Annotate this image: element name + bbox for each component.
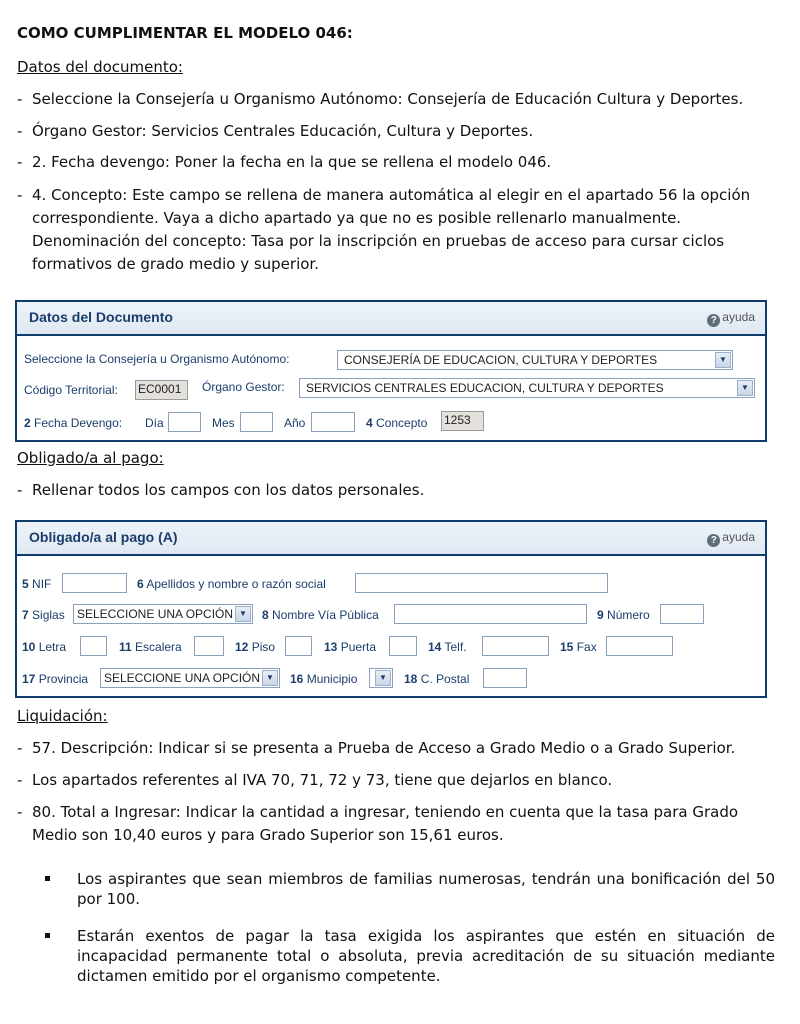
fecha-number: 2 — [24, 416, 31, 430]
numero-field[interactable] — [660, 604, 704, 624]
panel-header — [17, 302, 765, 336]
form-datos-documento — [15, 300, 767, 442]
siglas-label: Siglas — [32, 608, 65, 622]
dash: - — [17, 739, 23, 757]
dash: - — [17, 186, 23, 204]
list-item-text: Los apartados referentes al IVA 70, 71, 72 y 73, tiene que dejarlos en blanco. — [32, 771, 613, 789]
bullet-item — [45, 926, 775, 986]
consejeria-value: CONSEJERÍA DE EDUCACION, CULTURA Y DEPORTES — [344, 353, 658, 367]
codigo-territorial-field: EC0001 — [135, 380, 188, 400]
dash: - — [17, 122, 23, 140]
list-item-text: Seleccione la Consejería u Organismo Autónomo: Consejería de Educación Cultura y Deportes. — [32, 90, 744, 108]
dash: - — [17, 153, 23, 171]
letra-field[interactable] — [80, 636, 107, 656]
dash: - — [17, 481, 23, 499]
organo-gestor-label: Órgano Gestor: — [202, 380, 285, 394]
provincia-number: 17 — [22, 672, 36, 686]
fecha-devengo-label: Fecha Devengo: — [34, 416, 123, 430]
panel-title: Obligado/a al pago (A) — [29, 529, 178, 545]
siglas-select[interactable] — [73, 604, 253, 624]
puerta-label: Puerta — [340, 640, 377, 654]
help-icon: ? — [707, 534, 720, 547]
list-item-text: 57. Descripción: Indicar si se presenta a Prueba de Acceso a Grado Medio o a Grado Superior. — [32, 739, 736, 757]
letra-number: 10 — [22, 640, 36, 654]
numero-number: 9 — [597, 608, 604, 622]
form-obligado-pago — [15, 520, 767, 698]
section-heading-obligado: Obligado/a al pago: — [17, 449, 164, 467]
municipio-label: Municipio — [306, 672, 358, 686]
panel-header — [17, 522, 765, 556]
cpostal-field[interactable] — [483, 668, 527, 688]
list-item-text: 4. Concepto: Este campo se rellena de manera automática al elegir en el apartado 56 la opción correspondiente. Vaya a dicho apartado ya que no es posible rellenarlo manualmente. Denominación del concepto: Tasa por la inscripción en pruebas de acceso para cursar ciclos formativos de grado medio y superior. — [32, 186, 751, 273]
concepto-number: 4 — [366, 416, 373, 430]
list-item-text: 80. Total a Ingresar: Indicar la cantidad a ingresar, teniendo en cuenta que la tasa para Grado Medio son 10,40 euros y para Grado Superior son 15,61 euros. — [32, 803, 739, 844]
list-item-text: 2. Fecha devengo: Poner la fecha en la que se rellena el modelo 046. — [32, 153, 552, 171]
nif-number: 5 — [22, 577, 29, 591]
escalera-label: Escalera — [135, 640, 182, 654]
piso-field[interactable] — [285, 636, 312, 656]
apellidos-field[interactable] — [355, 573, 608, 593]
list-item-text: Rellenar todos los campos con los datos personales. — [32, 481, 425, 499]
provincia-value: SELECCIONE UNA OPCIÓN — [104, 671, 261, 685]
list-item — [17, 737, 787, 760]
codigo-territorial-label: Código Territorial: — [24, 383, 118, 397]
anio-label: Año — [284, 416, 306, 430]
apellidos-number: 6 — [137, 577, 144, 591]
list-item — [17, 801, 787, 847]
cpostal-number: 18 — [404, 672, 418, 686]
siglas-number: 7 — [22, 608, 29, 622]
escalera-field[interactable] — [194, 636, 224, 656]
piso-number: 12 — [235, 640, 249, 654]
puerta-number: 13 — [324, 640, 338, 654]
fax-field[interactable] — [606, 636, 673, 656]
help-label: ayuda — [722, 310, 755, 324]
bullet-text: Los aspirantes que sean miembros de familias numerosas, tendrán una bonificación del 50 por 100. — [77, 870, 775, 908]
list-item — [17, 479, 787, 502]
list-item — [17, 88, 787, 111]
organo-gestor-select[interactable] — [299, 378, 755, 398]
bullet-marker — [45, 876, 50, 881]
chevron-down-icon: ▼ — [737, 380, 753, 396]
anio-field[interactable] — [311, 412, 355, 432]
nif-field[interactable] — [62, 573, 127, 593]
fax-number: 15 — [560, 640, 574, 654]
concepto-field: 1253 — [441, 411, 484, 431]
list-item — [17, 120, 787, 143]
panel-title: Datos del Documento — [29, 309, 173, 325]
consejeria-label: Seleccione la Consejería u Organismo Autónomo: — [24, 352, 290, 366]
municipio-select[interactable] — [369, 668, 393, 688]
puerta-field[interactable] — [389, 636, 417, 656]
help-icon: ? — [707, 314, 720, 327]
section-heading-datos: Datos del documento: — [17, 58, 183, 76]
provincia-label: Provincia — [38, 672, 89, 686]
concepto-label: Concepto — [376, 416, 428, 430]
chevron-down-icon: ▼ — [715, 352, 731, 368]
chevron-down-icon: ▼ — [375, 670, 391, 686]
help-link[interactable] — [707, 530, 755, 547]
mes-label: Mes — [212, 416, 235, 430]
help-label: ayuda — [722, 530, 755, 544]
organo-gestor-value: SERVICIOS CENTRALES EDUCACION, CULTURA Y DEPORTES — [306, 381, 664, 395]
telf-field[interactable] — [482, 636, 549, 656]
bullet-text: Estarán exentos de pagar la tasa exigida los aspirantes que estén en situación de incapacidad permanente total o absoluta, previa acreditación de su situación mediante dictamen emitido por el organismo competente. — [77, 927, 775, 985]
via-label: Nombre Vía Pública — [272, 608, 379, 622]
piso-label: Piso — [251, 640, 276, 654]
cpostal-label: C. Postal — [420, 672, 470, 686]
section-heading-liquidacion: Liquidación: — [17, 707, 108, 725]
mes-field[interactable] — [240, 412, 273, 432]
via-number: 8 — [262, 608, 269, 622]
nif-label: NIF — [32, 577, 52, 591]
chevron-down-icon: ▼ — [262, 670, 278, 686]
consejeria-select[interactable] — [337, 350, 733, 370]
list-item — [17, 151, 787, 174]
provincia-select[interactable] — [100, 668, 280, 688]
dash: - — [17, 90, 23, 108]
siglas-value: SELECCIONE UNA OPCIÓN — [77, 607, 234, 621]
list-item-text: Órgano Gestor: Servicios Centrales Educación, Cultura y Deportes. — [32, 122, 534, 140]
dia-field[interactable] — [168, 412, 201, 432]
dash: - — [17, 803, 23, 821]
telf-label: Telf. — [444, 640, 467, 654]
via-field[interactable] — [394, 604, 587, 624]
bullet-marker — [45, 933, 50, 938]
list-item — [17, 769, 787, 792]
fax-label: Fax — [576, 640, 597, 654]
chevron-down-icon: ▼ — [235, 606, 251, 622]
bullet-item — [45, 869, 775, 909]
municipio-number: 16 — [290, 672, 304, 686]
numero-label: Número — [607, 608, 650, 622]
apellidos-label: Apellidos y nombre o razón social — [146, 577, 326, 591]
help-link[interactable] — [707, 310, 755, 327]
dash: - — [17, 771, 23, 789]
escalera-number: 11 — [119, 640, 132, 654]
telf-number: 14 — [428, 640, 442, 654]
letra-label: Letra — [38, 640, 67, 654]
list-item — [17, 184, 787, 276]
dia-label: Día — [145, 416, 164, 430]
page-title: COMO CUMPLIMENTAR EL MODELO 046: — [17, 24, 353, 42]
